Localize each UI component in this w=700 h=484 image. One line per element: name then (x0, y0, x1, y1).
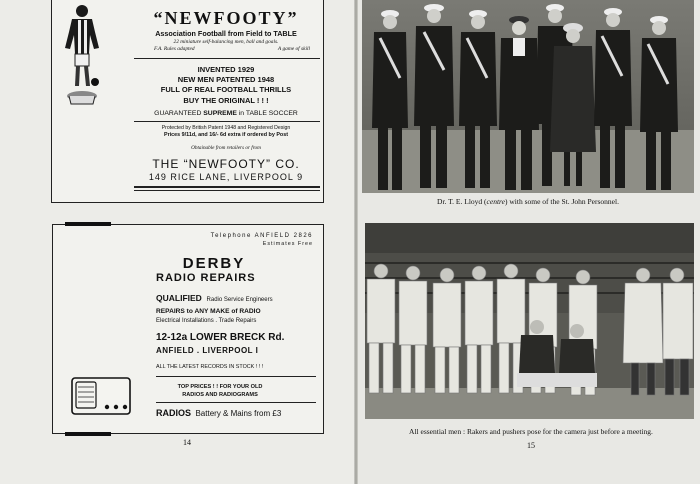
derby-service: RADIO REPAIRS (156, 272, 256, 284)
top-prices-line1: TOP PRICES ! ! FOR YOUR OLD (177, 384, 263, 390)
newfooty-buy: BUY THE ORIGINAL ! ! ! (183, 96, 269, 105)
divider (134, 58, 320, 59)
newfooty-skill: A game of skill (277, 46, 310, 52)
derby-street: 12-12a LOWER BRECK Rd. (156, 332, 285, 343)
newfooty-thrills: FULL OF REAL FOOTBALL THRILLS (160, 85, 292, 94)
derby-name: DERBY (182, 255, 246, 272)
newfooty-invented: INVENTED 1929 (197, 65, 255, 74)
top-prices-line2: RADIOS AND RADIOGRAMS (182, 392, 258, 398)
newfooty-protected: Protected by British Patent 1948 and Registered Design (161, 125, 291, 131)
derby-repairs: REPAIRS to ANY MAKE of RADIO (156, 308, 261, 315)
table-soccer-word: in TABLE SOCCER (238, 110, 298, 117)
photo-caption-bottom: All essential men : Rakers and pushers pose for the camera just before a meeting. (409, 427, 653, 436)
derby-estimates: Estimates Free (262, 241, 313, 247)
st-john-photo-image (362, 0, 694, 193)
derby-electrical: Electrical Installations . Trade Repairs (156, 318, 257, 324)
qualified-sub: Radio Service Engineers (206, 297, 273, 303)
decor-bar (65, 222, 111, 226)
derby-telephone: Telephone ANFIELD 2826 (210, 233, 313, 239)
page-number-left: 14 (183, 438, 191, 447)
newfooty-brand: “NEWFOOTY” (153, 8, 299, 28)
newfooty-company: THE “NEWFOOTY” CO. (152, 157, 300, 171)
newfooty-rules: F.A. Rules adapted (154, 46, 195, 52)
divider (156, 376, 316, 377)
caption-top-part1: Dr. T. E. Lloyd ( (437, 197, 487, 206)
page-number-right: 15 (527, 441, 535, 450)
rakers-pushers-photo (365, 223, 694, 419)
decor-bar (65, 432, 111, 436)
qualified-word: QUALIFIED (156, 293, 202, 303)
newfooty-patented: NEW MEN PATENTED 1948 (177, 75, 275, 84)
derby-records: ALL THE LATEST RECORDS IN STOCK ! ! ! (156, 364, 264, 370)
newfooty-guaranteed (132, 110, 320, 117)
divider (156, 402, 316, 403)
rakers-photo-image (365, 223, 694, 419)
newfooty-obtainable: Obtainable from retailers or from (191, 145, 261, 151)
photo-caption-top (362, 197, 694, 206)
caption-top-part2: ) with some of the St. John Personnel. (505, 197, 619, 206)
caption-top-italic: centre (486, 197, 506, 206)
radios-label: RADIOS (156, 408, 192, 418)
derby-radio-advert (52, 224, 324, 434)
derby-radios-line (156, 408, 281, 418)
derby-town: ANFIELD . LIVERPOOL I (156, 346, 259, 355)
newfooty-prices: Prices 9/11d, and 16/- 6d extra if ordered by Post (163, 132, 289, 138)
divider (134, 190, 320, 191)
radio-set-icon (71, 377, 131, 415)
newfooty-address: 149 RICE LANE, LIVERPOOL 9 (148, 172, 304, 182)
divider (134, 121, 320, 122)
st-john-personnel-photo (362, 0, 694, 193)
guaranteed-word: GUARANTEED (154, 110, 202, 117)
derby-top-prices (165, 383, 275, 399)
derby-qualified (156, 293, 273, 303)
footballer-figurine-icon (58, 2, 106, 106)
radios-text: Battery & Mains from £3 (195, 409, 282, 418)
newfooty-advert (51, 0, 324, 203)
divider (134, 186, 320, 188)
supreme-word: SUPREME (203, 110, 237, 117)
newfooty-tagline: 22 miniature self-balancing men, ball and goals. (173, 39, 279, 45)
newfooty-subtitle: Association Football from Field to TABLE (155, 29, 297, 38)
